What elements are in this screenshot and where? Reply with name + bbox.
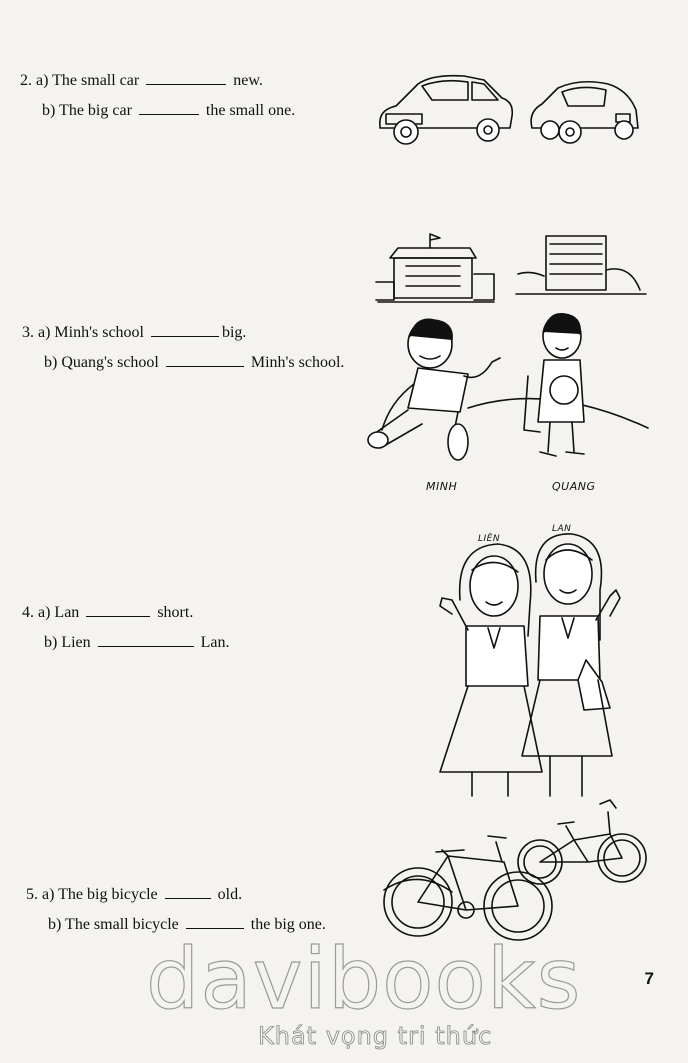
- question-4b: [22, 628, 230, 658]
- sentence-end: Lan.: [200, 634, 230, 651]
- watermark-brand: davibooks: [146, 930, 582, 1028]
- sentence-start: b) Lien: [44, 634, 91, 651]
- question-4a: [22, 598, 230, 628]
- question-3: [22, 318, 344, 378]
- cars-illustration: [372, 66, 652, 156]
- answer-blank[interactable]: [139, 100, 199, 115]
- sentence-end: short.: [157, 604, 194, 621]
- schools-illustration: [374, 230, 650, 306]
- sentence-start: a) Minh's school: [38, 324, 144, 341]
- label-lan: LAN: [552, 524, 572, 534]
- answer-blank[interactable]: [166, 352, 244, 367]
- question-number: 5.: [26, 886, 38, 903]
- question-number: 2.: [20, 72, 32, 89]
- sentence-start: b) The big car: [42, 102, 132, 119]
- watermark-slogan: Khát vọng tri thức: [258, 1022, 493, 1050]
- girls-illustration: [432, 540, 622, 798]
- answer-blank[interactable]: [165, 884, 211, 899]
- answer-blank[interactable]: [186, 914, 244, 929]
- label-lien: LIÊN: [478, 534, 501, 544]
- boys-illustration: [368, 312, 652, 472]
- answer-blank[interactable]: [151, 322, 219, 337]
- question-number: 3.: [22, 324, 34, 341]
- sentence-end: new.: [233, 72, 263, 89]
- answer-blank[interactable]: [146, 70, 226, 85]
- sentence-end: the big one.: [250, 916, 326, 933]
- sentence-start: a) The big bicycle: [42, 886, 158, 903]
- question-2: [20, 66, 295, 126]
- sentence-start: b) The small bicycle: [48, 916, 179, 933]
- bicycles-illustration: [378, 798, 652, 944]
- sentence-start: a) Lan: [38, 604, 80, 621]
- question-3b: [22, 348, 344, 378]
- answer-blank[interactable]: [98, 632, 194, 647]
- question-2b: [20, 96, 295, 126]
- question-2a: [20, 66, 295, 96]
- question-4: [22, 598, 230, 658]
- sentence-start: b) Quang's school: [44, 354, 159, 371]
- sentence-end: old.: [217, 886, 243, 903]
- page-number: 7: [644, 969, 654, 988]
- question-5a: [26, 880, 326, 910]
- sentence-end: the small one.: [205, 102, 296, 119]
- label-quang: QUANG: [552, 480, 596, 493]
- answer-blank[interactable]: [86, 602, 150, 617]
- label-minh: MINH: [426, 480, 458, 493]
- question-3a: [22, 318, 344, 348]
- sentence-end: Minh's school.: [250, 354, 345, 371]
- sentence-end: big.: [221, 324, 247, 341]
- question-number: 4.: [22, 604, 34, 621]
- sentence-start: a) The small car: [36, 72, 140, 89]
